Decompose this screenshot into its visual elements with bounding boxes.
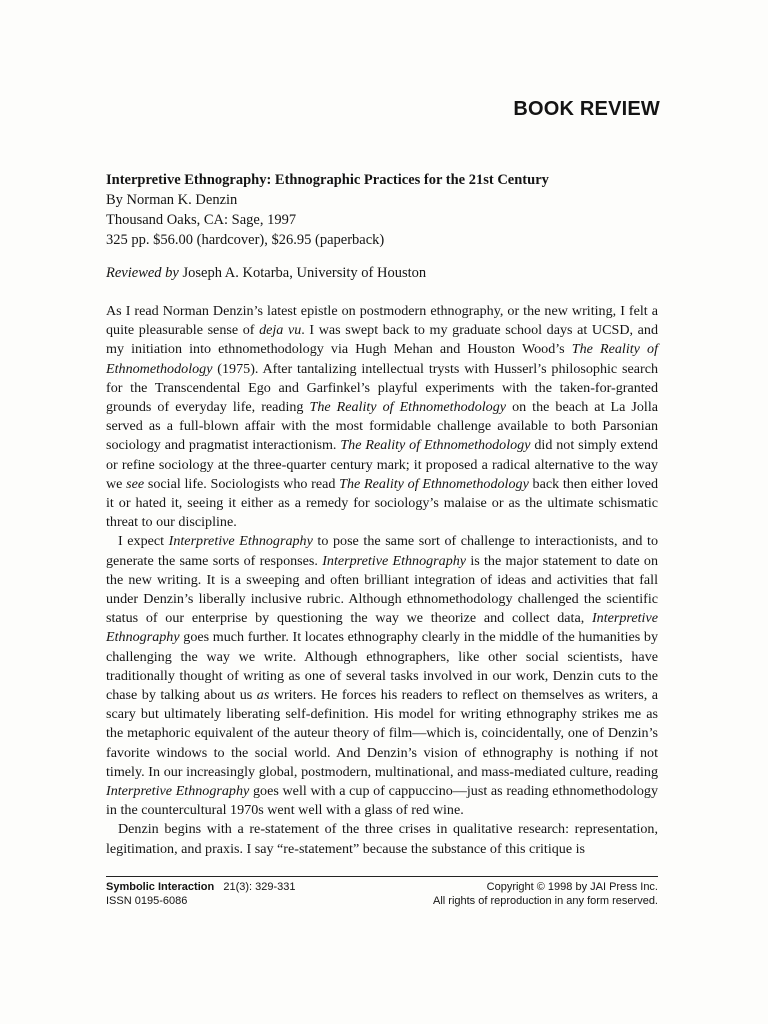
book-price: 325 pp. $56.00 (hardcover), $26.95 (paperback) xyxy=(106,232,385,248)
reviewer-prefix: Reviewed by xyxy=(106,265,179,281)
paragraph-text: is the major statement to date on the new writing. It is a sweeping and often brilliant integration of ideas and activities that fall under Denzin’s liberally inclusive rubric. Although ethnomethodology challenged the scientific status of our enterprise by questioning the way we theorize and collect data, xyxy=(106,552,658,627)
book-publisher: Thousand Oaks, CA: Sage, 1997 xyxy=(106,212,297,228)
paragraph-text: As I read Norman Denzin’s latest epistle on postmodern ethnography, or the new writing, I felt a quite pleasurable sense of xyxy=(106,303,658,339)
emphasis-text: Interpretive Ethnography xyxy=(168,533,313,550)
paragraph-text: . I was swept back to my graduate school days at UCSD, and my initiation into ethnomethodology via Hugh Mehan and Houston Wood’s xyxy=(106,322,658,358)
book-title: Interpretive Ethnography: Ethnographic Practices for the 21st Century xyxy=(106,172,549,188)
emphasis-text: deja vu xyxy=(259,322,302,339)
paragraph-text: back then either loved it or hated it, seeing it either as a remedy for sociology’s malaise or as the ultimate schismatic threat to our discipline. xyxy=(106,475,658,531)
emphasis-text: Interpretive Ethnography xyxy=(106,610,658,646)
book-author: By Norman K. Denzin xyxy=(106,192,238,208)
review-paragraph xyxy=(106,302,658,532)
emphasis-text: Interpretive Ethnography xyxy=(106,783,250,800)
copyright-notice: Copyright © 1998 by JAI Press Inc. xyxy=(486,881,658,893)
paragraph-text: did not simply extend or refine sociology at the three-quarter century mark; it proposed a radical alternative to the way we xyxy=(106,437,658,492)
reviewer-name: Joseph A. Kotarba, University of Houston xyxy=(178,265,427,281)
paragraph-text: social life. Sociologists who read xyxy=(144,475,340,492)
paragraph-text: goes much further. It locates ethnography clearly in the middle of the humanities by challenging the way we write. Although ethnographers, like other social scientists, have traditionally thought of writing as one of several tasks involved in our work, Denzin cuts to the chase by talking about us xyxy=(106,629,658,704)
emphasis-text: Interpretive Ethnography xyxy=(322,552,467,569)
emphasis-text: The Reality of Ethnomethodology xyxy=(339,475,529,492)
book-citation xyxy=(106,170,666,250)
emphasis-text: The Reality of Ethnomethodology xyxy=(309,399,507,416)
footer-divider xyxy=(106,876,658,877)
paragraph-text: (1975). After tantalizing intellectual trysts with Husserl’s philosophic search for the Transcendental Ego and Garfinkel’s playful experiments with the taken-for-granted grounds of everyday life, reading xyxy=(106,360,658,416)
paragraph-text: Denzin begins with a re-statement of the three crises in qualitative research: representation, legitimation, and praxis. I say “re-statement” because the substance of this critique is xyxy=(106,821,658,857)
review-body xyxy=(106,302,658,859)
emphasis-text: The Reality of Ethnomethodology xyxy=(106,341,658,377)
reviewer-line xyxy=(106,263,426,283)
review-paragraph xyxy=(106,532,658,820)
journal-issn: ISSN 0195-6086 xyxy=(106,895,188,907)
paragraph-text: goes well with a cup of cappuccino—just as reading ethnomethodology in the countercultural 1970s went well with a glass of red wine. xyxy=(106,783,658,819)
review-paragraph xyxy=(106,820,658,858)
rights-notice: All rights of reproduction in any form reserved. xyxy=(433,895,658,907)
journal-info xyxy=(106,880,296,908)
page-heading: BOOK REVIEW xyxy=(513,98,660,120)
paragraph-text: I expect xyxy=(118,533,169,550)
emphasis-text: The Reality of Ethnomethodology xyxy=(340,437,531,454)
journal-name: Symbolic Interaction xyxy=(106,881,215,893)
emphasis-text: see xyxy=(126,475,145,492)
paragraph-text: to pose the same sort of challenge to interactionists, and to generate the same sorts of responses. xyxy=(106,533,658,569)
paragraph-text: writers. He forces his readers to reflect on themselves as writers, a scary but ultimately liberating self-definition. His model for writing ethnography strikes me as the metaphoric equivalent of the auteur theory of film—which is, coincidentally, one of Denzin’s favorite windows to the social world. And Denzin’s vision of ethnography is nothing if not timely. In our increasingly global, postmodern, multinational, and mass-mediated culture, reading xyxy=(106,687,658,780)
journal-citation: 21(3): 329-331 xyxy=(223,881,296,893)
copyright-info xyxy=(433,880,658,908)
paragraph-text: on the beach at La Jolla served as a full-blown affair with the most formidable challenge available to both Parsonian sociology and pragmatist interactionism. xyxy=(106,399,659,454)
emphasis-text: as xyxy=(256,687,270,704)
